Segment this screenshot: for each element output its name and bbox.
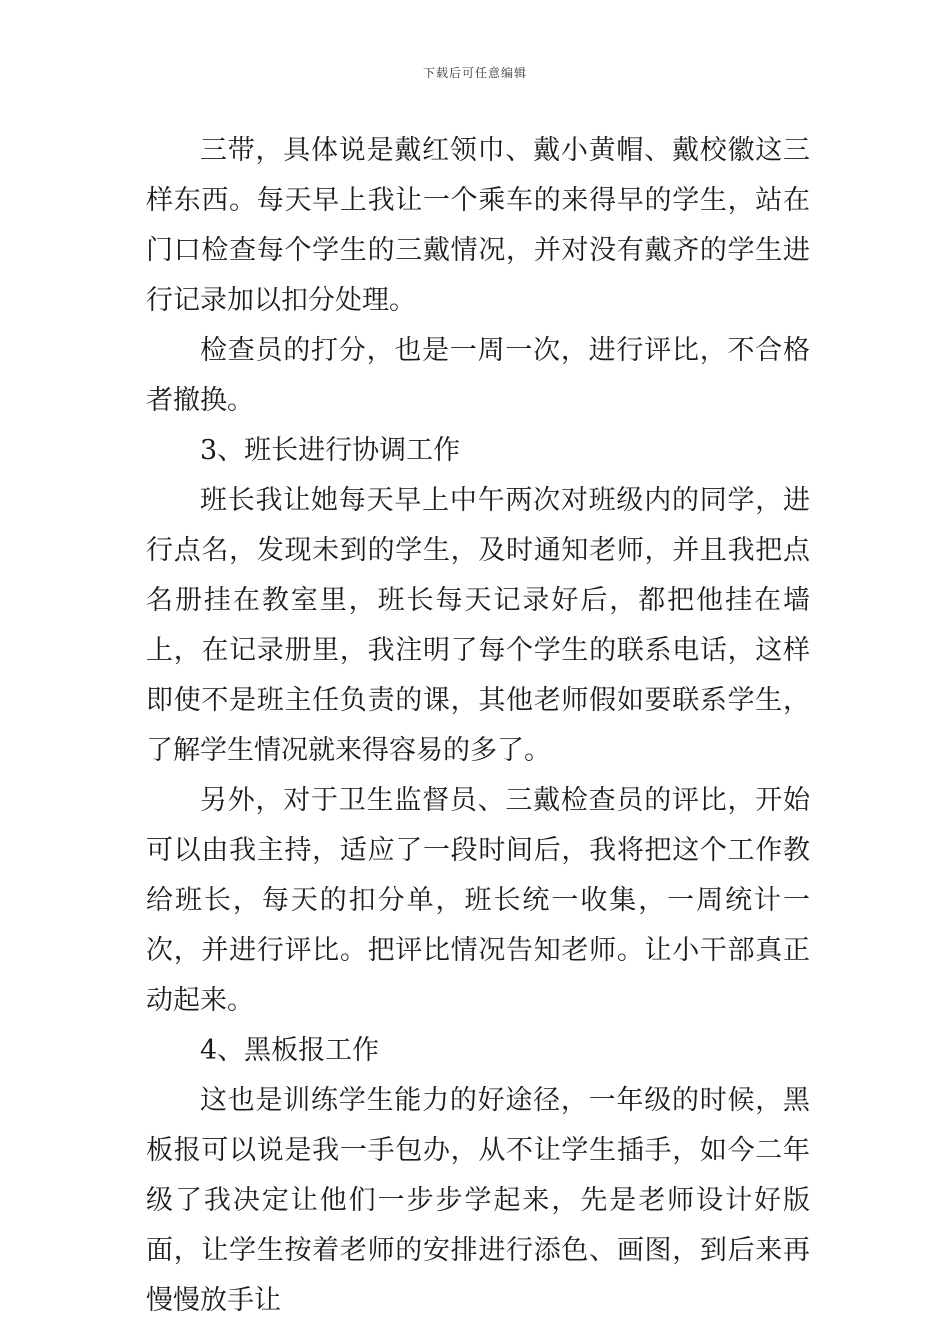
section-heading: 3、班长进行协调工作 [200, 435, 461, 466]
paragraph: 三带，具体说是戴红领巾、戴小黄帽、戴校徽这三样东西。每天早上我让一个乘车的来得早的学生，站在门口检查每个学生的三戴情况，并对没有戴齐的学生进行记录加以扣分处理。 [146, 135, 810, 316]
section-heading: 4、黑板报工作 [200, 1035, 380, 1066]
document-body [146, 126, 810, 1326]
paragraph: 另外，对于卫生监督员、三戴检查员的评比，开始可以由我主持，适应了一段时间后，我将把这个工作教给班长，每天的扣分单，班长统一收集，一周统计一次，并进行评比。把评比情况告知老师。让小干部真正动起来。 [146, 785, 810, 1016]
paragraph: 检查员的打分，也是一周一次，进行评比，不合格者撤换。 [146, 335, 810, 416]
paragraph: 这也是训练学生能力的好途径，一年级的时候，黑板报可以说是我一手包办，从不让学生插手，如今二年级了我决定让他们一步步学起来，先是老师设计好版面，让学生按着老师的安排进行添色、画图，到后来再慢慢放手让 [146, 1085, 810, 1316]
paragraph: 班长我让她每天早上中午两次对班级内的同学，进行点名，发现未到的学生，及时通知老师，并且我把点名册挂在教室里，班长每天记录好后，都把他挂在墙上，在记录册里，我注明了每个学生的联系电话，这样即使不是班主任负责的课，其他老师假如要联系学生，了解学生情况就来得容易的多了。 [146, 485, 810, 766]
page-header: 下载后可任意编辑 [422, 66, 527, 80]
